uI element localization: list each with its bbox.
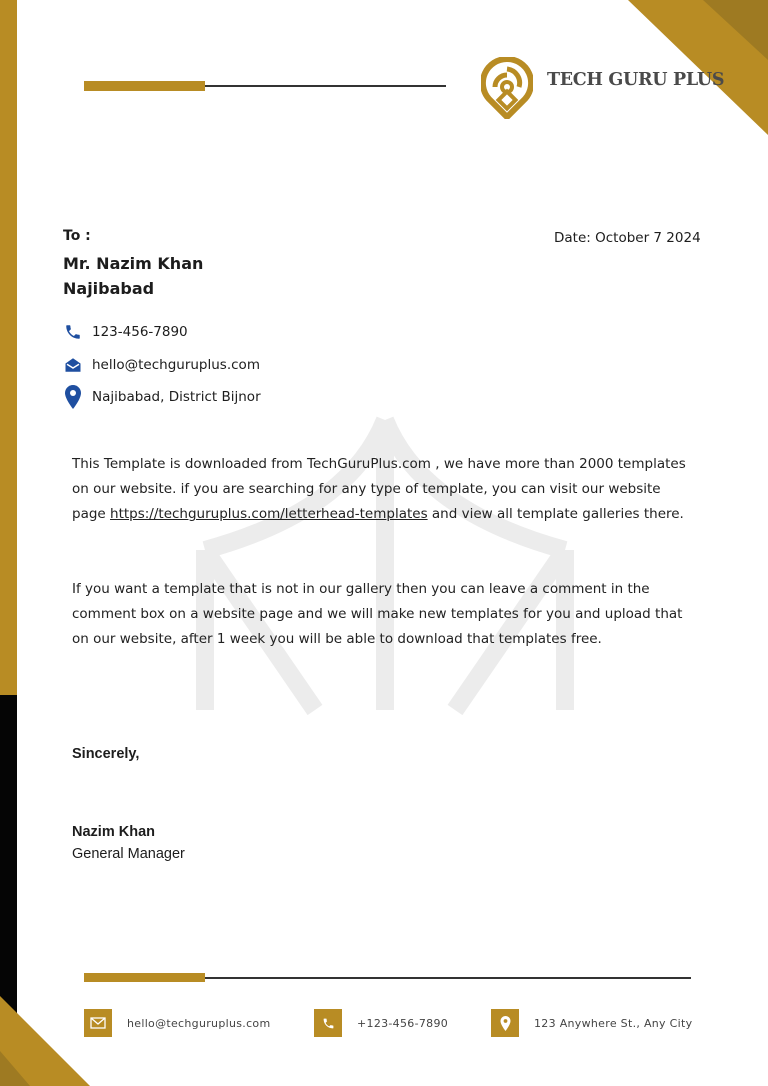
- signer-name: Nazim Khan: [72, 824, 155, 840]
- contact-address-text: Najibabad, District Bijnor: [92, 389, 261, 405]
- salutation: Sincerely,: [72, 746, 140, 762]
- location-pin-icon: [63, 387, 83, 407]
- footer-address: [491, 1009, 692, 1037]
- envelope-icon: [63, 355, 83, 375]
- contact-email-text: hello@techguruplus.com: [92, 357, 260, 373]
- recipient-block: [63, 251, 203, 301]
- signer-title: General Manager: [72, 846, 185, 862]
- contact-phone-text: 123-456-7890: [92, 324, 188, 340]
- footer-phone: [314, 1009, 448, 1037]
- paragraph-1-text: This Template is downloaded from TechGuruPlus.com , we have more than 2000 templates on our website. if you are searching for any type of template, you can visit our website page: [72, 456, 686, 522]
- phone-icon: [63, 322, 83, 342]
- paragraph-1-text-end: and view all template galleries there.: [427, 506, 684, 522]
- footer-phone-text: +123-456-7890: [357, 1016, 449, 1030]
- recipient-city: Najibabad: [63, 279, 155, 298]
- body-paragraph-1: [72, 452, 692, 527]
- body-paragraph-2: If you want a template that is not in our gallery then you can leave a comment in the comment box on a website page and we will make new templates for you and upload that on our website, after 1 week you will be able to download that templates free.: [72, 581, 683, 647]
- footer-rule-line: [205, 977, 691, 979]
- envelope-icon: [84, 1009, 112, 1037]
- letter-date: Date: October 7 2024: [554, 230, 701, 246]
- header-rule-line: [205, 85, 446, 87]
- location-pin-logo-icon: [481, 57, 533, 119]
- letterhead-templates-link[interactable]: https://techguruplus.com/letterhead-templates: [110, 506, 428, 522]
- phone-icon: [314, 1009, 342, 1037]
- footer-rule-accent: [84, 973, 205, 982]
- top-right-corner-decoration: [628, 0, 768, 135]
- contact-phone: [63, 322, 188, 342]
- brand-name: TECH GURU PLUS: [547, 70, 725, 90]
- contact-email: [63, 355, 260, 375]
- footer-email: [84, 1009, 270, 1037]
- contact-address: [63, 387, 261, 407]
- recipient-name: Mr. Nazim Khan: [63, 254, 204, 273]
- bottom-left-corner-decoration: [0, 996, 90, 1086]
- location-pin-icon: [491, 1009, 519, 1037]
- footer-email-text: hello@techguruplus.com: [127, 1016, 271, 1030]
- to-label: To :: [63, 228, 91, 244]
- footer-address-text: 123 Anywhere St., Any City: [534, 1016, 693, 1030]
- header-rule-accent: [84, 81, 205, 91]
- left-accent-bar-gold: [0, 0, 17, 695]
